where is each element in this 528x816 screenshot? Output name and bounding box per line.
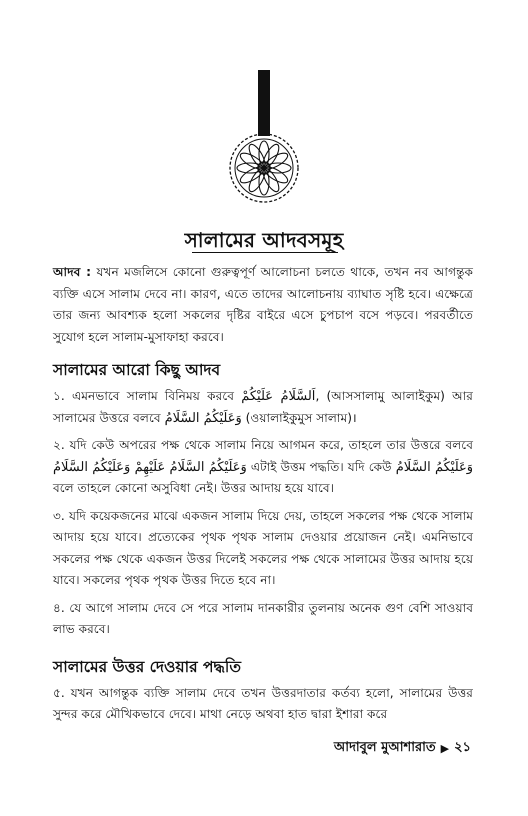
section-heading-more-etiquette: সালামের আরো কিছু আদব [53,361,221,379]
page-footer [334,738,471,759]
arabic-phrase: اَلسَّلَامُ عَلَيْكُمْ [241,389,316,404]
item-text: (ওয়ালাইকুমুস সালাম)। [245,410,357,425]
section-heading-reply-method: সালামের উত্তর দেওয়ার পদ্ধতি [53,657,241,676]
arabic-phrase: وَعَلَيْكُمُ السَّلَامُ [395,459,474,475]
page-title: সালামের আদবসমূহ [184,228,344,252]
page-number: ২১ [454,740,471,755]
intro-text: যখন মজলিসে কোনো গুরুত্বপূর্ণ আলোচনা চলতে থাকে, তখন নব আগন্তুক ব্যক্তি এসে সালাম দেবে না। কারণ, এতে তাদের আলোচনায় ব্যাঘাত সৃষ্টি হবে। এক্ষেত্রে তার জন্য আবশ্যক হলো সকলের দৃষ্টির বাইরে এসে চুপচাপ বসে পড়বে। পরবর্তীতে সুযোগ হলে সালাম-মুসাফাহা করবে। [53,265,473,344]
list-item: ৪. যে আগে সালাম দেবে সে পরে সালাম দানকারীর তুলনায় অনেক গুণ বেশি সাওয়াব লাভ করবে। [53,600,473,636]
item-text: এটাই উত্তম পদ্ধতি। যদি কেউ [250,459,392,474]
item-text: বলে তাহলে কোনো অসুবিধা নেই। উত্তর আদায় হয়ে যাবে। [53,481,335,495]
book-title: আদাবুল মুআশারাত [333,740,436,755]
intro-label: আদব : [53,265,92,279]
list-item [53,386,473,429]
item-text: ২. যদি কেউ অপরের পক্ষ থেকে সালাম নিয়ে আগমন করে, তাহলে তার উত্তরে বলবে [53,438,473,452]
page-body [53,262,473,732]
item-text: ১. এমনভাবে সালাম বিনিময় করবে [53,389,234,403]
triangle-right-icon: ▶ [440,742,450,755]
title-underline [192,252,338,253]
arabic-phrase: وَعَلَيْكُمُ السَّلَامُ [164,410,242,426]
list-item [53,435,473,500]
arabic-phrase: وَعَلَيْكُمُ السَّلَامُ عَلَيْهِمْ وَعَلَيْكُمُ السَّلَامُ [53,459,247,475]
list-item: ৩. যদি কয়েকজনের মাঝে একজন সালাম দিয়ে দেয়, তাহলে সকলের পক্ষ থেকে সালাম আদায় হয়ে যাবে। প্রত্যেকের পৃথক পৃথক সালাম দেওয়ার প্রয়োজন নেই। এমনিভাবে সকলের পক্ষ থেকে একজন উত্তর দিলেই সকলের পক্ষ থেকে সালামের উত্তর আদায় হয়ে যাবে। সকলের পৃথক পৃথক উত্তর দিতে হবে না। [53,508,473,587]
floral-ornament-icon [224,70,304,205]
list-item: ৫. যখন আগন্তুক ব্যক্তি সালাম দেবে তখন উত্তরদাতার কর্তব্য হলো, সালামের উত্তর সুন্দর করে মৌখিকভাবে দেবে। মাথা নেড়ে অথবা হাত দ্বারা ইশারা করে [53,685,473,721]
item-text: , (আসসালামু আলাইকুম) আর সালামের উত্তরে বলবে [53,389,473,425]
intro-paragraph [53,262,473,348]
